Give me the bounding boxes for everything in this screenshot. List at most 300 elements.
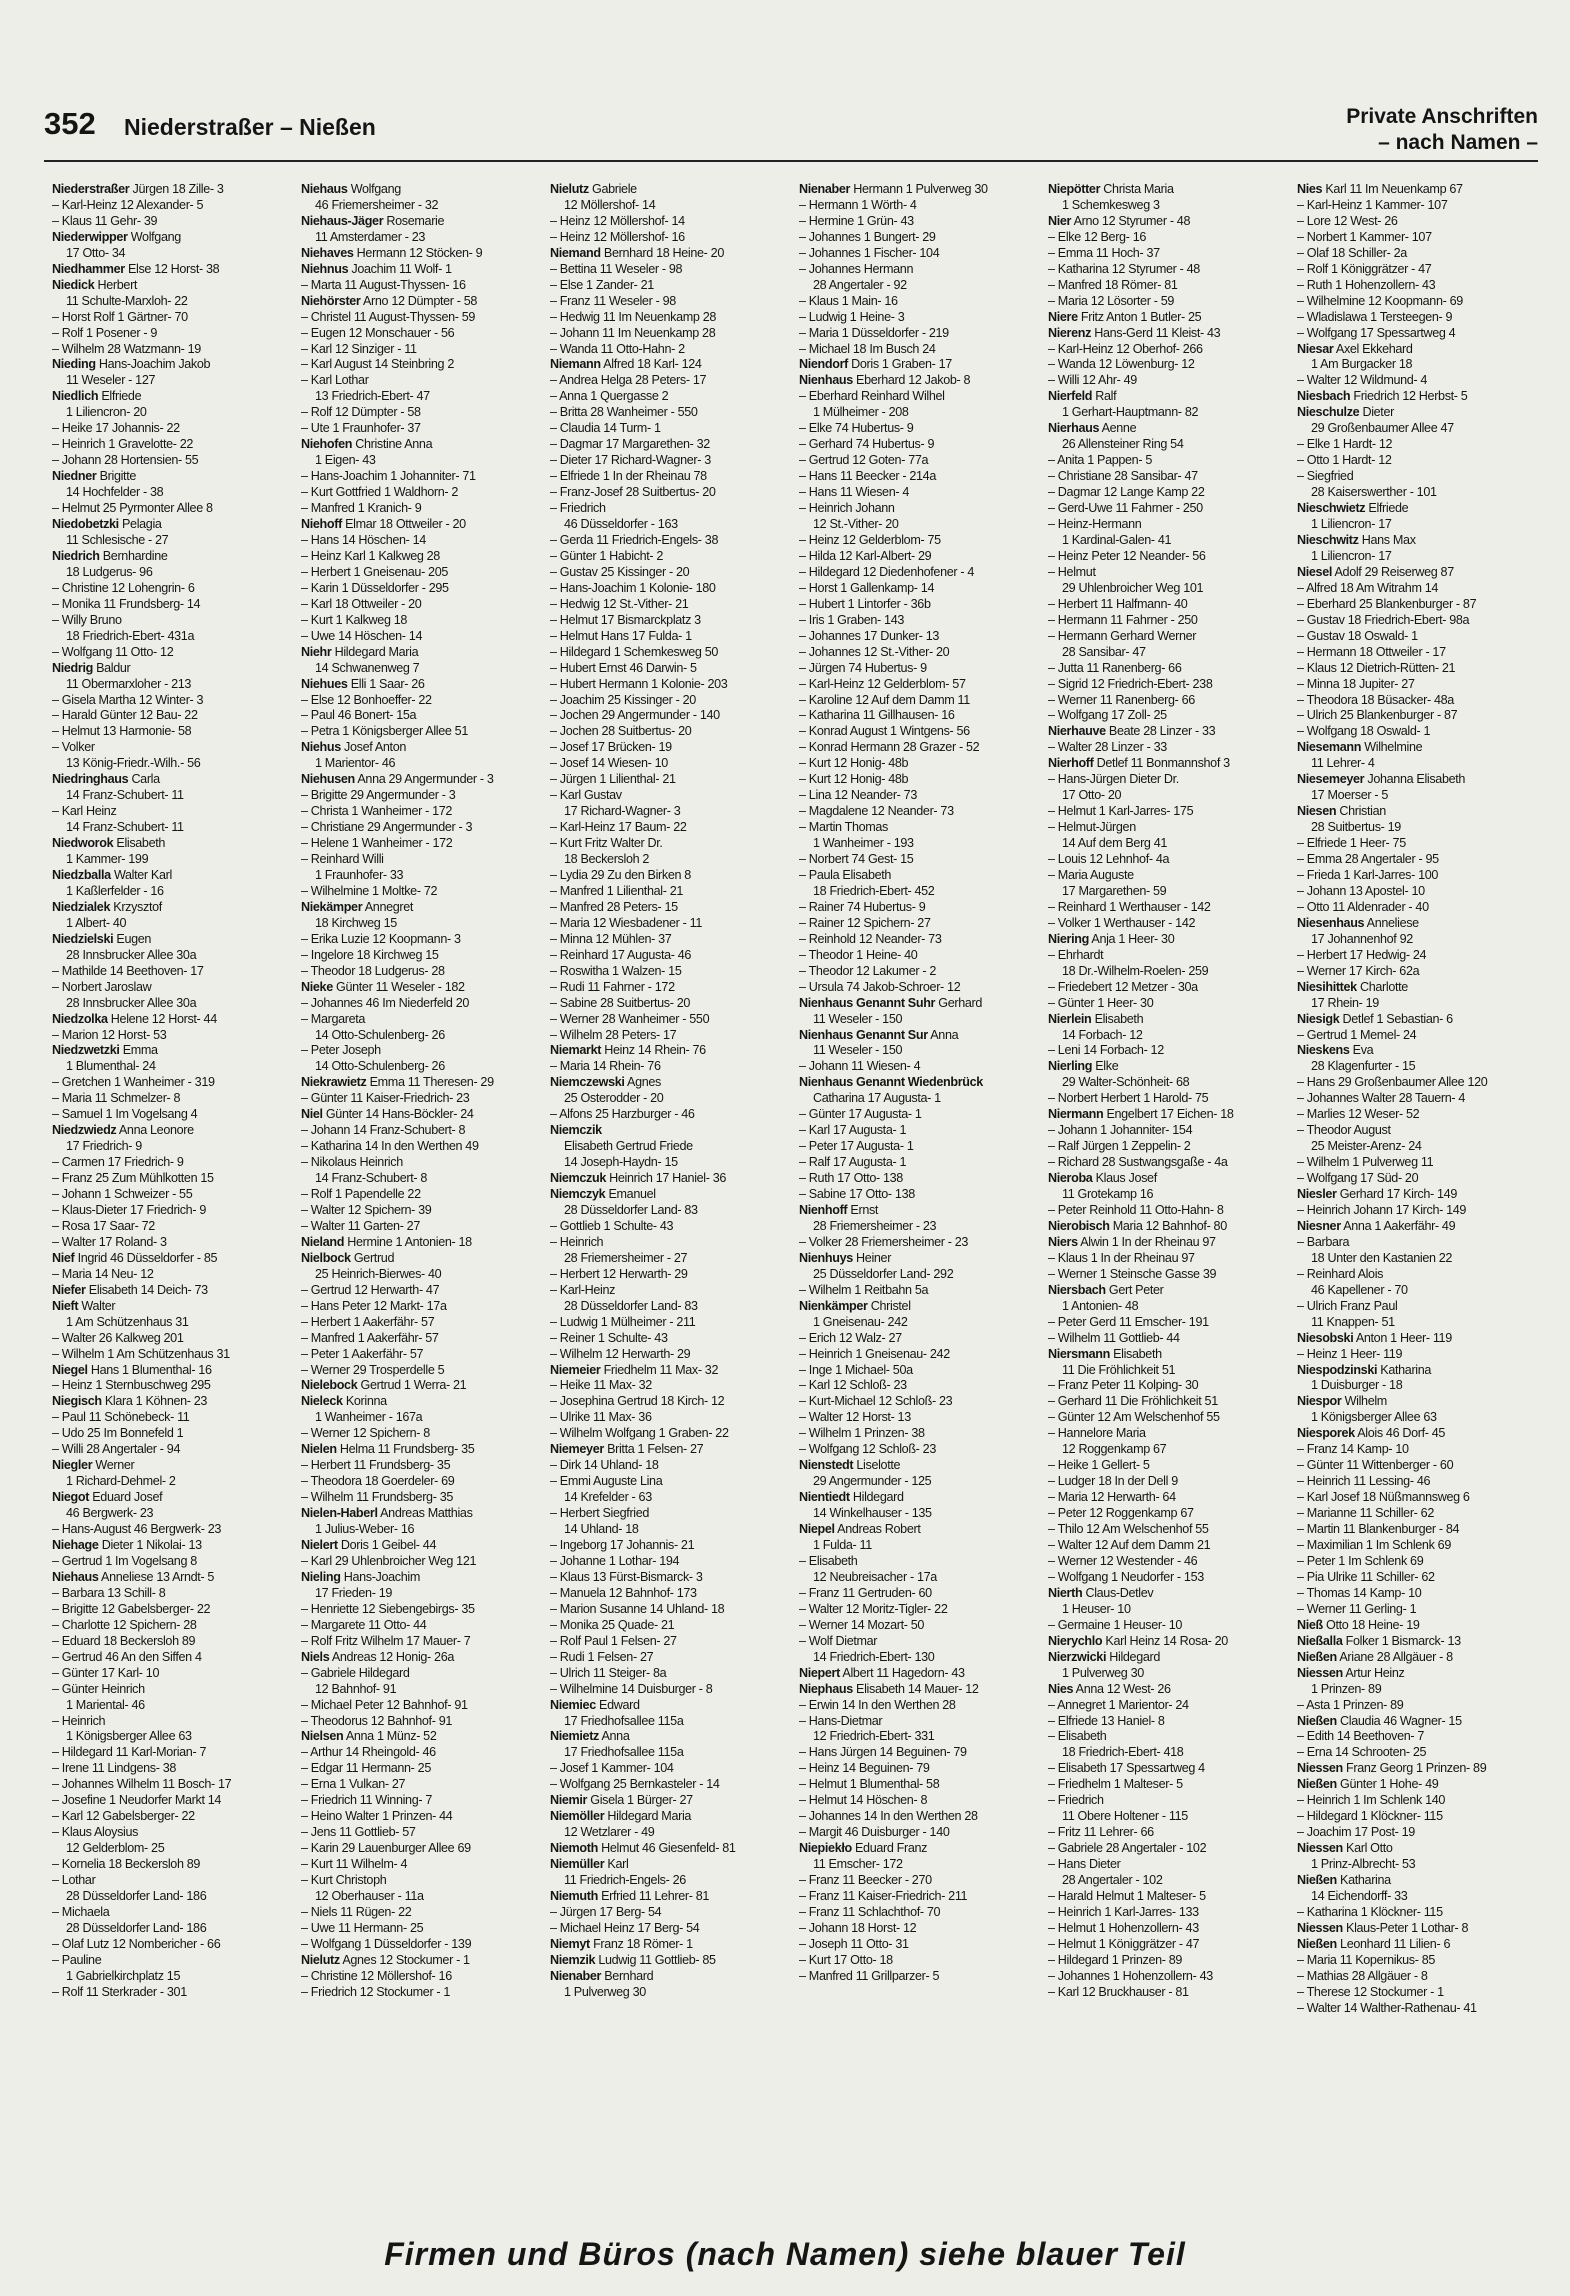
directory-entry (550, 996, 793, 1012)
entry-details: 1 Mariental- 46 (66, 1697, 145, 1712)
directory-entry (799, 1937, 1042, 1953)
entry-details: 1 Kammer- 199 (66, 852, 149, 867)
directory-entry (1297, 565, 1540, 581)
directory-entry (1297, 1235, 1540, 1251)
entry-details: 12 Oberhauser - 11a (315, 1888, 424, 1903)
directory-entry (550, 373, 793, 389)
entry-details: – Mathilde 14 Beethoven- 17 (52, 963, 204, 978)
entry-details: 28 Düsseldorfer Land- 83 (564, 1203, 698, 1217)
directory-entry (550, 437, 793, 453)
entry-details: – Emmi Auguste Lina (550, 1474, 663, 1489)
directory-entry (301, 1091, 544, 1107)
directory-entry (301, 373, 544, 389)
directory-entry (52, 645, 295, 661)
entry-details: – Helmut Hans 17 Fulda- 1 (550, 628, 692, 643)
entry-details: Anneliese (1366, 915, 1419, 930)
entry-details: – Hubert Hermann 1 Kolonie- 203 (550, 676, 728, 691)
entry-details: 1 Julius-Weber- 16 (315, 1522, 415, 1537)
entry-details: 1 Eigen- 43 (315, 453, 376, 468)
directory-entry (550, 485, 793, 501)
entry-details: Hildegard (1109, 1649, 1161, 1664)
directory-entry (1048, 884, 1291, 900)
entry-details: – Rolf 1 Papendelle 22 (301, 1187, 421, 1202)
entry-details: 28 Düsseldorfer Land- 186 (66, 1888, 207, 1903)
entry-details: Ernst (850, 1203, 879, 1217)
directory-entry (52, 868, 295, 884)
entry-surname: Niehues (301, 676, 348, 691)
directory-entry (1048, 1171, 1291, 1187)
directory-entry (52, 1012, 295, 1028)
entry-details: – Werner 12 Spichern- 8 (301, 1426, 430, 1441)
directory-entry (301, 1235, 544, 1251)
entry-details: – Otto 1 Hardt- 12 (1297, 453, 1392, 468)
entry-details: – Hildegard 11 Karl-Morian- 7 (52, 1745, 207, 1760)
entry-details: 11 Emscher- 172 (813, 1857, 903, 1872)
directory-entry (1048, 1729, 1291, 1745)
directory-entry (1297, 1028, 1540, 1044)
directory-entry (1297, 1283, 1540, 1299)
entry-details: 29 Angermunder - 125 (813, 1474, 932, 1489)
directory-entry (1048, 549, 1291, 565)
directory-entry (799, 1793, 1042, 1809)
entry-details: – Henriette 12 Siebengebirgs- 35 (301, 1601, 475, 1616)
directory-entry (1297, 294, 1540, 310)
directory-entry (52, 900, 295, 916)
directory-entry (550, 708, 793, 724)
directory-entry (52, 405, 295, 421)
entry-details: 12 Gelderblom- 25 (66, 1841, 165, 1856)
entry-details: 28 Suitbertus- 19 (1311, 820, 1401, 835)
entry-details: 11 Lehrer- 4 (1311, 756, 1375, 771)
entry-details: – Roswitha 1 Walzen- 15 (550, 963, 682, 978)
directory-entry (550, 1426, 793, 1442)
directory-entry (799, 996, 1042, 1012)
directory-entry (301, 1650, 544, 1666)
directory-entry (301, 1602, 544, 1618)
directory-entry (1297, 1012, 1540, 1028)
entry-details: – Heike 1 Gellert- 5 (1048, 1458, 1150, 1473)
entry-details: 18 Friedrich-Ebert- 452 (813, 883, 935, 898)
entry-details: – Klaus Aloysius (52, 1825, 139, 1840)
directory-entry (550, 294, 793, 310)
directory-entry (301, 262, 544, 278)
directory-entry (799, 1267, 1042, 1283)
directory-entry (799, 708, 1042, 724)
directory-entry (799, 1889, 1042, 1905)
directory-entry (1297, 310, 1540, 326)
directory-entry (1048, 916, 1291, 932)
entry-details: Christa Maria (1103, 182, 1174, 196)
entry-details: – Friedhelm 1 Malteser- 5 (1048, 1777, 1183, 1792)
directory-entry (1297, 1570, 1540, 1586)
directory-entry (799, 916, 1042, 932)
entry-details: – Gabriele Hildegard (301, 1665, 410, 1680)
directory-entry (550, 1554, 793, 1570)
entry-details: – Ehrhardt (1048, 947, 1104, 962)
entry-surname: Niehoff (301, 517, 342, 532)
entry-surname: Nieschwietz (1297, 501, 1366, 516)
directory-entry (52, 1187, 295, 1203)
directory-entry (1048, 1634, 1291, 1650)
directory-entry (52, 1809, 295, 1825)
directory-entry (52, 1570, 295, 1586)
entry-details: Eduard Josef (92, 1490, 163, 1505)
entry-details: – Alfons 25 Harzburger - 46 (550, 1107, 695, 1122)
entry-details: – Jürgen 1 Lilienthal- 21 (550, 772, 676, 787)
directory-entry (52, 1522, 295, 1538)
entry-details: – Heinrich 1 Gravelotte- 22 (52, 437, 194, 452)
directory-entry (1297, 1139, 1540, 1155)
entry-details: – Marion Susanne 14 Uhland- 18 (550, 1601, 725, 1616)
entry-surname: Niesigk (1297, 1011, 1340, 1026)
directory-entry (52, 1618, 295, 1634)
entry-details: – Günter 11 Wittenberger - 60 (1297, 1458, 1454, 1473)
entry-details: – Olaf 18 Schiller- 2a (1297, 245, 1407, 260)
directory-entry (550, 756, 793, 772)
directory-entry (1297, 1043, 1540, 1059)
entry-details: Artur Heinz (1345, 1665, 1405, 1680)
entry-details: – Johanne 1 Lothar- 194 (550, 1553, 680, 1568)
directory-entry (550, 1729, 793, 1745)
directory-entry (52, 1028, 295, 1044)
entry-details: Hans Max (1361, 532, 1416, 547)
directory-entry (1048, 565, 1291, 581)
directory-entry (1297, 1793, 1540, 1809)
entry-details: – Heinrich 11 Lessing- 46 (1297, 1474, 1431, 1489)
directory-entry (52, 1251, 295, 1267)
entry-details: – Elke 1 Hardt- 12 (1297, 437, 1393, 452)
entry-details: – Sigrid 12 Friedrich-Ebert- 238 (1048, 676, 1213, 691)
entry-details: – Günter 17 Karl- 10 (52, 1665, 160, 1680)
entry-details: – Wanda 11 Otto-Hahn- 2 (550, 341, 685, 356)
entry-surname: Niepiekło (799, 1841, 852, 1856)
entry-surname: Nielebock (301, 1378, 358, 1393)
entry-details: Charlotte (1360, 979, 1408, 994)
directory-entry (1297, 1506, 1540, 1522)
entry-details: – Maria 1 Düsseldorfer - 219 (799, 325, 949, 340)
directory-entry (52, 1698, 295, 1714)
entry-details: – Britta 28 Wanheimer - 550 (550, 405, 698, 420)
directory-entry (550, 948, 793, 964)
directory-entry (301, 1618, 544, 1634)
entry-details: – Karl 12 Sinziger - 11 (301, 341, 417, 356)
section-label-line2: – nach Namen – (1378, 131, 1538, 154)
entry-details: – Johann 14 Franz-Schubert- 8 (301, 1123, 466, 1138)
entry-details: – Manfred 1 Lilienthal- 21 (550, 883, 684, 898)
entry-surname: Niehörster (301, 293, 361, 308)
entry-details: – Sabine 17 Otto- 138 (799, 1187, 915, 1202)
entry-details: 12 Friedrich-Ebert- 331 (813, 1729, 935, 1744)
entry-details: – Dirk 14 Uhland- 18 (550, 1458, 659, 1473)
directory-entry (550, 389, 793, 405)
directory-entry (301, 405, 544, 421)
entry-surname: Niesen (1297, 804, 1337, 819)
entry-details: Alois 46 Dorf- 45 (1357, 1426, 1446, 1441)
entry-details: 28 Angertaler - 102 (1062, 1873, 1163, 1888)
directory-entry (52, 1666, 295, 1682)
directory-entry (799, 836, 1042, 852)
entry-details: – Jürgen 17 Berg- 54 (550, 1904, 662, 1919)
entry-details: 14 Hochfelder - 38 (66, 485, 164, 500)
entry-details: 17 Rhein- 19 (1311, 995, 1379, 1010)
entry-details: – Johann 1 Johanniter- 154 (1048, 1123, 1193, 1138)
entry-details: – Hilda 12 Karl-Albert- 29 (799, 548, 932, 563)
entry-details: – Reinhard Alois (1297, 1266, 1384, 1281)
entry-surname: Niesobski (1297, 1330, 1354, 1345)
directory-entry (1048, 1251, 1291, 1267)
entry-details: – Herbert 17 Hedwig- 24 (1297, 947, 1427, 962)
entry-details: 11 Weseler - 150 (813, 1043, 903, 1058)
entry-surname: Niehr (301, 644, 332, 659)
directory-entry (301, 1937, 544, 1953)
entry-details: – Gottlieb 1 Schulte- 43 (550, 1218, 674, 1233)
directory-entry (550, 1267, 793, 1283)
entry-details: – Walter 12 Horst- 13 (799, 1410, 911, 1425)
directory-entry (799, 214, 1042, 230)
directory-entry (52, 1426, 295, 1442)
directory-entry (1048, 342, 1291, 358)
directory-entry (799, 565, 1042, 581)
directory-entry (52, 198, 295, 214)
directory-entry (1048, 740, 1291, 756)
directory-entry (1297, 1825, 1540, 1841)
entry-details: – Udo 25 Im Bonnefeld 1 (52, 1426, 184, 1441)
entry-surname: Nienstedt (799, 1458, 854, 1473)
directory-entry (52, 1889, 295, 1905)
directory-entry (550, 677, 793, 693)
entry-surname: Niegel (52, 1362, 88, 1377)
directory-entry (1297, 980, 1540, 996)
entry-details: – Rolf 1 Königgrätzer - 47 (1297, 261, 1432, 276)
directory-entry (52, 948, 295, 964)
directory-entry (52, 677, 295, 693)
entry-details: – Klaus 13 Fürst-Bismarck- 3 (550, 1569, 703, 1584)
entry-details: – Inge 1 Michael- 50a (799, 1362, 913, 1377)
entry-details: – Wolf Dietmar (799, 1633, 878, 1648)
directory-entry (1048, 1937, 1291, 1953)
entry-details: Adolf 29 Reiserweg 87 (1334, 564, 1454, 579)
directory-entry (550, 1745, 793, 1761)
directory-entry (1297, 1171, 1540, 1187)
directory-entry (1297, 405, 1540, 421)
entry-details: – Wolfgang 11 Otto- 12 (52, 644, 174, 659)
entry-surname: Nieft (52, 1298, 79, 1313)
entry-details: – Johannes 17 Dunker- 13 (799, 628, 940, 643)
entry-surname: Nientiedt (799, 1490, 850, 1505)
entry-details: – Hans 11 Wiesen- 4 (799, 485, 910, 500)
entry-details: Emma 11 Theresen- 29 (369, 1075, 494, 1090)
directory-entry (52, 294, 295, 310)
entry-details: – Kurt Christoph (301, 1873, 387, 1888)
directory-entry (1297, 1267, 1540, 1283)
entry-details: – Andrea Helga 28 Peters- 17 (550, 373, 707, 388)
directory-entry (799, 517, 1042, 533)
entry-surname: Nienhaus Genannt Wiedenbrück (799, 1075, 983, 1090)
directory-entry (1297, 230, 1540, 246)
directory-entry (550, 629, 793, 645)
directory-entry (799, 453, 1042, 469)
entry-surname: Niedrich (52, 548, 100, 563)
directory-entry (799, 1490, 1042, 1506)
entry-details: 17 Richard-Wagner- 3 (564, 804, 681, 819)
directory-entry (550, 1761, 793, 1777)
directory-entry (301, 1905, 544, 1921)
directory-entry (52, 1394, 295, 1410)
entry-details: 18 Ludgerus- 96 (66, 564, 153, 579)
directory-entry (550, 533, 793, 549)
directory-entry (1048, 485, 1291, 501)
entry-details: – Wilhelm 1 Reitbahn 5a (799, 1282, 929, 1297)
entry-details: – Günter 12 Am Welschenhof 55 (1048, 1410, 1220, 1425)
directory-entry (799, 693, 1042, 709)
directory-entry (799, 804, 1042, 820)
directory-entry (1048, 1745, 1291, 1761)
directory-entry (301, 1107, 544, 1123)
entry-surname: Nienkämper (799, 1298, 868, 1313)
directory-entry (550, 1315, 793, 1331)
entry-details: – Else 1 Zander- 21 (550, 277, 654, 292)
entry-details: – Elfriede 1 In der Rheinau 78 (550, 469, 707, 484)
entry-details: 46 Kapellener - 70 (1311, 1282, 1408, 1297)
entry-details: – Peter Joseph (301, 1043, 381, 1058)
entry-details: – Lothar (52, 1873, 96, 1888)
entry-details: Eberhard 12 Jakob- 8 (856, 373, 971, 388)
entry-surname: Nierhauve (1048, 724, 1106, 739)
directory-entry (1297, 597, 1540, 613)
entry-details: – Wolfgang 25 Bernkasteler - 14 (550, 1777, 720, 1792)
directory-entry (301, 1251, 544, 1267)
directory-entry (550, 1331, 793, 1347)
entry-surname: Niemiec (550, 1697, 596, 1712)
entry-details: Elisabeth (1094, 1011, 1144, 1026)
directory-entry (550, 214, 793, 230)
directory-entry (1048, 1347, 1291, 1363)
entry-details: – Horst Rolf 1 Gärtner- 70 (52, 309, 188, 324)
entry-surname: Niessen (1297, 1841, 1343, 1856)
entry-details: – Erna 1 Vulkan- 27 (301, 1777, 406, 1792)
directory-entry (301, 357, 544, 373)
directory-entry (1048, 326, 1291, 342)
directory-entry (52, 1714, 295, 1730)
entry-details: – Johannes 1 Bungert- 29 (799, 229, 936, 244)
entry-details: – Ute 1 Fraunhofer- 37 (301, 421, 421, 436)
entry-details: – Volker 1 Werthauser - 142 (1048, 915, 1196, 930)
directory-entry (301, 326, 544, 342)
entry-details: – Ludwig 1 Heine- 3 (799, 309, 905, 324)
directory-entry (301, 1490, 544, 1506)
entry-details: – Karl 18 Ottweiler - 20 (301, 596, 422, 611)
directory-entry (1048, 1586, 1291, 1602)
directory-entry (550, 852, 793, 868)
entry-details: Günter 11 Weseler - 182 (336, 979, 465, 994)
directory-entry (1048, 1506, 1291, 1522)
directory-entry (1048, 1825, 1291, 1841)
entry-surname: Nießalla (1297, 1633, 1343, 1648)
directory-entry (1048, 1538, 1291, 1554)
entry-details: – Pauline (52, 1952, 102, 1967)
directory-entry (301, 1969, 544, 1985)
entry-details: – Norbert Jaroslaw (52, 979, 152, 994)
entry-details: 1 Königsberger Allee 63 (66, 1729, 192, 1744)
entry-details: Gert Peter (1108, 1282, 1164, 1297)
entry-details: – Gustav 25 Kissinger - 20 (550, 564, 690, 579)
entry-details: – Ulrike 11 Max- 36 (550, 1410, 652, 1425)
entry-details: Helene 12 Horst- 44 (110, 1011, 217, 1026)
entry-details: Agnes (627, 1075, 661, 1090)
entry-details: – Hans-Jürgen Dieter Dr. (1048, 772, 1179, 787)
directory-entry (301, 246, 544, 262)
directory-entry (799, 1698, 1042, 1714)
entry-details: – Günter 1 Habicht- 2 (550, 548, 664, 563)
directory-entry (1048, 501, 1291, 517)
entry-details: – Helmut 17 Bismarckplatz 3 (550, 612, 701, 627)
directory-entry (1048, 198, 1291, 214)
directory-entry (799, 677, 1042, 693)
directory-entry (1048, 1985, 1291, 2001)
entry-details: – Hildegard 1 Klöckner- 115 (1297, 1809, 1443, 1824)
entry-details: – Christine 12 Möllershof- 16 (301, 1968, 452, 1983)
entry-surname: Niendorf (799, 357, 848, 372)
directory-entry (301, 581, 544, 597)
entry-details: – Peter 1 Aakerfähr- 57 (301, 1346, 424, 1361)
directory-entry (799, 246, 1042, 262)
directory-entry (1297, 437, 1540, 453)
entry-surname: Niemüller (550, 1857, 605, 1872)
directory-entry (52, 1075, 295, 1091)
entry-details: – Margareta (301, 1011, 366, 1026)
entry-details: – Alfred 18 Am Witrahm 14 (1297, 580, 1439, 595)
entry-details: – Hans 11 Beecker - 214a (799, 469, 936, 484)
directory-entry (52, 549, 295, 565)
entry-details: Brigitte (99, 469, 137, 484)
entry-details: Edward (599, 1697, 640, 1712)
directory-entry (301, 1761, 544, 1777)
directory-entry (301, 1410, 544, 1426)
entry-surname: Nienhaus Genannt Suhr (799, 995, 936, 1010)
directory-entry (550, 868, 793, 884)
entry-details: – Wilhelmine 1 Moltke- 72 (301, 883, 438, 898)
entry-details: 14 Krefelder - 63 (564, 1490, 652, 1505)
entry-details: 46 Bergwerk- 23 (66, 1506, 154, 1521)
directory-entry (1297, 1857, 1540, 1873)
entry-details: – Helmut-Jürgen (1048, 820, 1136, 835)
directory-entry (550, 597, 793, 613)
entry-details: – Katharina 14 In den Werthen 49 (301, 1139, 479, 1154)
entry-details: – Theodor 18 Ludgerus- 28 (301, 963, 445, 978)
entry-details: Elli 1 Saar- 26 (350, 676, 425, 691)
directory-entry (1297, 1378, 1540, 1394)
directory-entry (301, 1570, 544, 1586)
entry-details: 28 Klagenfurter - 15 (1311, 1059, 1416, 1074)
entry-details: – Herbert 11 Halfmann- 40 (1048, 596, 1188, 611)
directory-entry (1048, 1187, 1291, 1203)
directory-entry (52, 1171, 295, 1187)
directory-entry (1048, 1873, 1291, 1889)
directory-entry (1297, 1538, 1540, 1554)
entry-details: – Helene 1 Wanheimer - 172 (301, 836, 453, 851)
entry-details: – Peter 17 Augusta- 1 (799, 1139, 914, 1154)
entry-details: Dieter (1362, 405, 1394, 420)
entry-details: – Konrad Hermann 28 Grazer - 52 (799, 740, 980, 755)
entry-details: – Karl August 14 Steinbring 2 (301, 357, 454, 372)
directory-entry (1297, 1123, 1540, 1139)
entry-surname: Nielen-Haberl (301, 1506, 378, 1521)
directory-entry (301, 964, 544, 980)
entry-details: – Petra 1 Königsberger Allee 51 (301, 724, 468, 739)
entry-details: – Magdalene 12 Neander- 73 (799, 804, 954, 819)
entry-surname: Niedzwetzki (52, 1043, 120, 1058)
directory-entry (550, 1682, 793, 1698)
